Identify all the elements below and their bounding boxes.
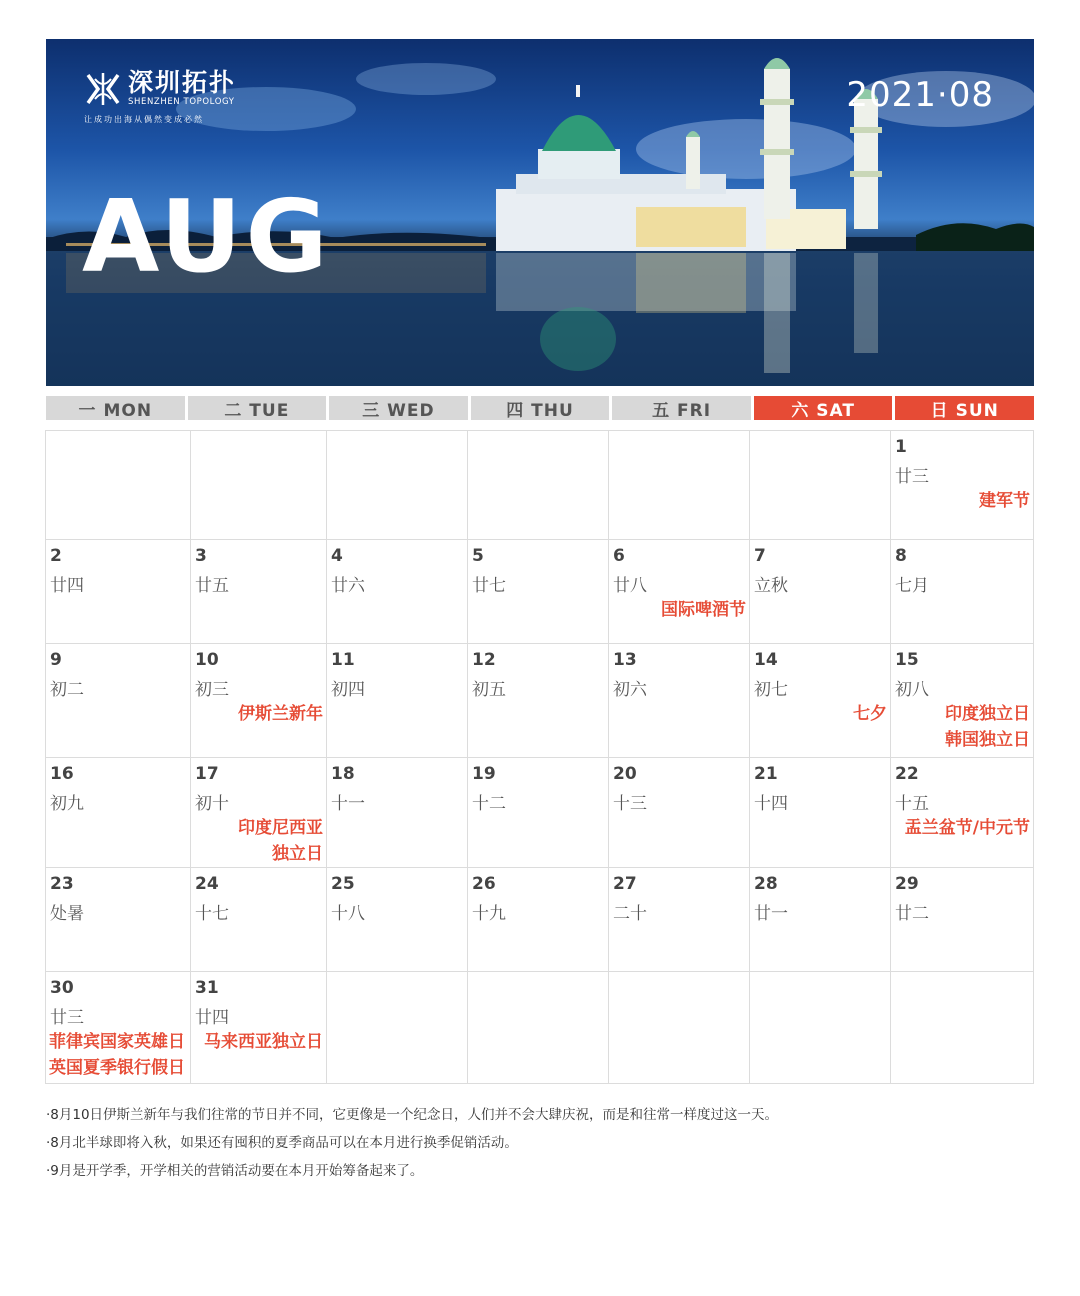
weekday-sat: 六 SAT [754,396,893,420]
calendar-week-row [45,868,1034,972]
holiday-label: 韩国独立日 [945,730,1030,750]
weekday-sun: 日 SUN [895,396,1034,420]
day-number: 6 [613,546,625,566]
holiday-label: 盂兰盆节/中元节 [904,818,1030,838]
brand-name-en: SHENZHEN TOPOLOGY [128,97,235,107]
holiday-list [49,1029,185,1081]
empty-day-cell [327,972,468,1084]
day-cell [191,868,327,972]
day-cell [327,868,468,972]
day-number: 23 [50,874,74,894]
day-number: 3 [195,546,207,566]
lunar-date: 廿六 [331,576,365,596]
day-number: 25 [331,874,355,894]
lunar-date: 廿八 [613,576,647,596]
topology-logo-icon [84,69,122,109]
day-number: 11 [331,650,355,670]
lunar-date: 廿四 [195,1008,229,1028]
day-cell [45,644,191,758]
weekday-tue: 二 TUE [188,396,327,420]
lunar-date: 十七 [195,904,229,924]
day-cell [891,430,1034,540]
empty-day-cell [609,972,750,1084]
day-cell [609,540,750,644]
notes-section [46,1101,1034,1185]
weekday-header [46,396,1034,420]
day-cell [750,540,891,644]
day-number: 13 [613,650,637,670]
day-cell [45,868,191,972]
holiday-list [905,815,1030,841]
day-cell [191,972,327,1084]
day-cell [891,868,1034,972]
brand-logo [84,69,236,109]
holiday-list [238,701,323,727]
calendar-week-row [45,430,1034,540]
lunar-date: 廿三 [50,1008,84,1028]
day-cell [468,644,609,758]
holiday-label: 独立日 [272,844,323,864]
holiday-label: 菲律宾国家英雄日 [49,1032,185,1052]
day-number: 12 [472,650,496,670]
day-number: 7 [754,546,766,566]
day-number: 30 [50,978,74,998]
lunar-date: 十五 [895,794,929,814]
lunar-date: 初八 [895,680,929,700]
lunar-date: 十二 [472,794,506,814]
holiday-list [238,815,323,867]
empty-day-cell [45,430,191,540]
empty-day-cell [609,430,750,540]
lunar-date: 初二 [50,680,84,700]
weekday-fri: 五 FRI [612,396,751,420]
day-cell [45,758,191,868]
day-cell [327,540,468,644]
lunar-date: 七月 [895,576,929,596]
day-number: 9 [50,650,62,670]
day-cell [891,758,1034,868]
day-number: 17 [195,764,219,784]
lunar-date: 初六 [613,680,647,700]
lunar-date: 初三 [195,680,229,700]
day-number: 27 [613,874,637,894]
header-banner [46,39,1034,386]
lunar-date: 初五 [472,680,506,700]
calendar-week-row [45,758,1034,868]
calendar-week-row [45,972,1034,1084]
day-cell [750,868,891,972]
lunar-date: 廿二 [895,904,929,924]
note-item: ·8月北半球即将入秋，如果还有囤积的夏季商品可以在本月进行换季促销活动。 [46,1135,518,1151]
day-number: 16 [50,764,74,784]
day-number: 8 [895,546,907,566]
day-number: 19 [472,764,496,784]
day-number: 18 [331,764,355,784]
empty-day-cell [468,972,609,1084]
brand-name-cn: 深圳拓扑 [128,68,237,97]
holiday-list [979,488,1030,514]
lunar-date: 初十 [195,794,229,814]
empty-day-cell [891,972,1034,1084]
lunar-date: 立秋 [754,576,788,596]
lunar-date: 二十 [613,904,647,924]
day-cell [609,868,750,972]
day-cell [609,644,750,758]
lunar-date: 廿五 [195,576,229,596]
day-cell [327,758,468,868]
empty-day-cell [750,972,891,1084]
holiday-list [853,701,887,727]
year-month-label: 2021·08 [846,75,994,115]
lunar-date: 十一 [331,794,365,814]
weekday-mon: 一 MON [46,396,185,420]
lunar-date: 十九 [472,904,506,924]
brand-slogan: 让成功出海从偶然变成必然 [84,115,204,124]
day-cell [45,540,191,644]
holiday-list [204,1029,323,1055]
day-cell [45,972,191,1084]
day-number: 21 [754,764,778,784]
day-number: 5 [472,546,484,566]
day-number: 14 [754,650,778,670]
holiday-list [945,701,1030,753]
day-cell [891,644,1034,758]
note-item: ·8月10日伊斯兰新年与我们往常的节日并不同，它更像是一个纪念日，人们并不会大肆庆祝，而是和往常一样度过这一天。 [46,1107,779,1123]
lunar-date: 廿一 [754,904,788,924]
lunar-date: 初九 [50,794,84,814]
day-cell [750,758,891,868]
lunar-date: 处暑 [50,904,84,924]
holiday-label: 伊斯兰新年 [238,704,323,724]
weekday-thu: 四 THU [471,396,610,420]
note-item: ·9月是开学季，开学相关的营销活动要在本月开始筹备起来了。 [46,1163,424,1179]
empty-day-cell [750,430,891,540]
lunar-date: 十八 [331,904,365,924]
day-cell [609,758,750,868]
holiday-list [661,597,746,623]
lunar-date: 廿三 [895,467,929,487]
day-number: 26 [472,874,496,894]
holiday-label: 国际啤酒节 [661,600,746,620]
day-cell [191,644,327,758]
day-cell [468,540,609,644]
calendar-week-row [45,644,1034,758]
lunar-date: 廿七 [472,576,506,596]
calendar-week-row [45,540,1034,644]
empty-day-cell [191,430,327,540]
holiday-label: 马来西亚独立日 [204,1032,323,1052]
calendar-grid [45,430,1034,1084]
month-title: AUG [82,178,332,295]
day-cell [468,868,609,972]
day-cell [191,540,327,644]
day-number: 24 [195,874,219,894]
lunar-date: 廿四 [50,576,84,596]
weekday-wed: 三 WED [329,396,468,420]
day-number: 22 [895,764,919,784]
day-cell [191,758,327,868]
day-number: 1 [895,437,907,457]
holiday-label: 印度尼西亚 [238,818,323,838]
empty-day-cell [327,430,468,540]
day-number: 15 [895,650,919,670]
holiday-label: 英国夏季银行假日 [49,1058,185,1078]
holiday-label: 建军节 [979,491,1030,511]
day-cell [750,644,891,758]
day-number: 31 [195,978,219,998]
day-number: 10 [195,650,219,670]
day-number: 20 [613,764,637,784]
day-cell [468,758,609,868]
day-number: 2 [50,546,62,566]
day-number: 29 [895,874,919,894]
lunar-date: 初七 [754,680,788,700]
lunar-date: 十三 [613,794,647,814]
holiday-label: 印度独立日 [945,704,1030,724]
day-cell [891,540,1034,644]
day-number: 4 [331,546,343,566]
lunar-date: 十四 [754,794,788,814]
lunar-date: 初四 [331,680,365,700]
day-cell [327,644,468,758]
holiday-label: 七夕 [853,704,887,724]
day-number: 28 [754,874,778,894]
empty-day-cell [468,430,609,540]
